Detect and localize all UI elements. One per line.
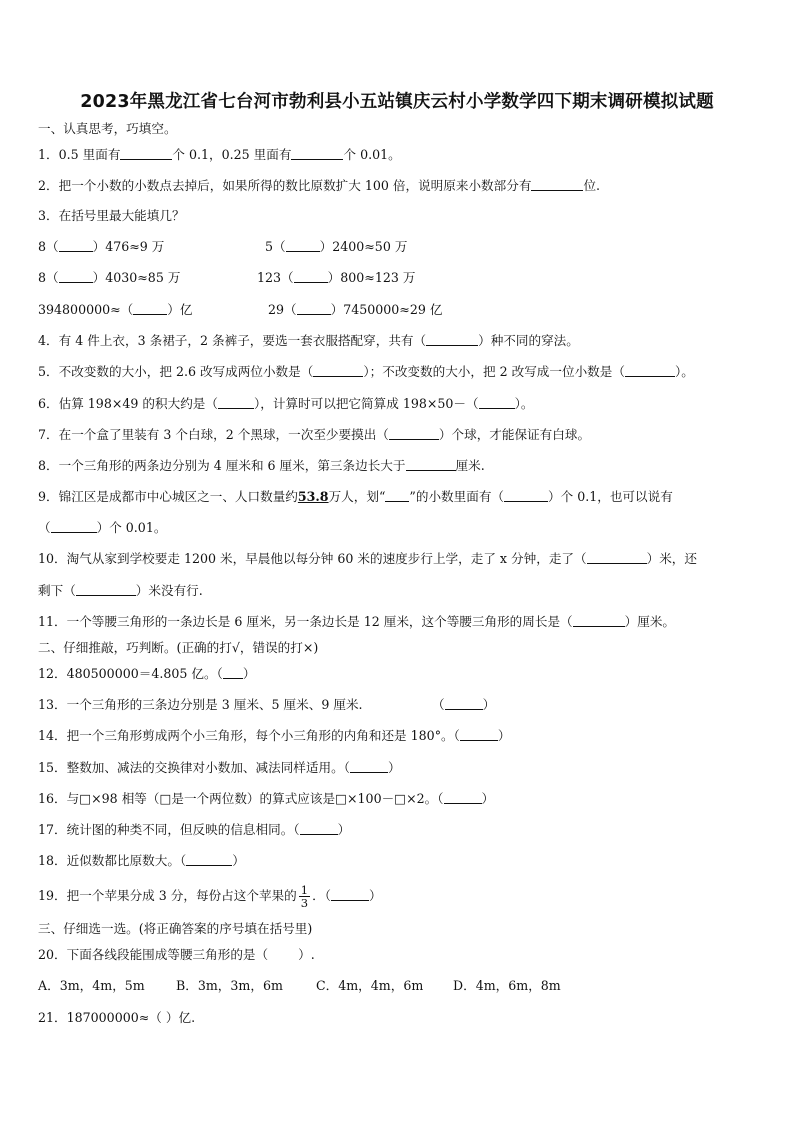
question-3-row-3: 394800000≈（ ）亿 — [38, 302, 193, 317]
question-15: 15．整数加、减法的交换律对小数加、减法同样适用。（ ） — [38, 760, 401, 775]
question-3-row-2-right: 123（ ）800≈123 万 — [257, 270, 416, 285]
answer-blank[interactable] — [445, 697, 483, 710]
answer-blank[interactable] — [479, 396, 515, 409]
answer-blank[interactable] — [406, 458, 456, 471]
question-21: 21．187000000≈（ ）亿. — [38, 1010, 196, 1025]
question-1: 1．0.5 里面有 个 0.1，0.25 里面有 个 0.01。 — [38, 147, 401, 162]
answer-blank[interactable] — [294, 270, 328, 283]
question-7: 7．在一个盒了里装有 3 个白球，2 个黑球，一次至少要摸出（ ）个球，才能保证有白球。 — [38, 427, 591, 442]
answer-blank[interactable] — [59, 270, 93, 283]
question-8: 8．一个三角形的两条边分别为 4 厘米和 6 厘米，第三条边长大于 厘米. — [38, 458, 485, 473]
answer-blank[interactable] — [120, 147, 172, 160]
answer-blank[interactable] — [300, 822, 338, 835]
answer-blank[interactable] — [297, 302, 331, 315]
question-14: 14．把一个三角形剪成两个小三角形，每个小三角形的内角和还是 180°。（ ） — [38, 728, 511, 743]
answer-blank[interactable] — [223, 666, 243, 679]
question-2: 2．把一个小数的小数点去掉后，如果所得的数比原数扩大 100 倍，说明原来小数部分有 位. — [38, 178, 601, 193]
answer-blank[interactable] — [59, 239, 93, 252]
answer-blank[interactable] — [389, 427, 439, 440]
section-heading-1: 一、认真思考，巧填空。 — [38, 121, 177, 136]
answer-blank[interactable] — [444, 791, 482, 804]
question-6: 6．估算 198×49 的积大约是（ ），计算时可以把它简算成 198×50－（ ）。 — [38, 396, 534, 411]
section-heading-3: 三、仔细选一选。(将正确答案的序号填在括号里) — [38, 921, 313, 936]
question-19: 19．把一个苹果分成 3 分，每份占这个苹果的 $\frac{1}{3}$ ．（ ） — [38, 883, 382, 910]
answer-blank[interactable] — [133, 302, 167, 315]
answer-blank[interactable] — [350, 760, 388, 773]
answer-blank[interactable] — [385, 489, 409, 502]
answer-blank[interactable] — [460, 728, 498, 741]
page-title: 2023年黑龙江省七台河市勃利县小五站镇庆云村小学数学四下期末调研模拟试题 — [80, 92, 714, 112]
option-b[interactable]: B．3m，3m，6m — [176, 978, 283, 993]
question-3-row-1: 8（ ）476≈9 万 — [38, 239, 165, 254]
question-18: 18．近似数都比原数大。（ ） — [38, 853, 245, 868]
question-10: 10．淘气从家到学校要走 1200 米，早晨他以每分钟 60 米的速度步行上学，走了 x 分钟，走了（ ）米，还 — [38, 551, 697, 566]
answer-blank[interactable] — [331, 888, 369, 901]
fraction: $\frac{1}{3}$ — [300, 883, 309, 910]
question-4: 4．有 4 件上衣，3 条裙子，2 条裤子，要选一套衣服搭配穿，共有（ ）种不同的穿法。 — [38, 333, 579, 348]
answer-blank[interactable] — [76, 583, 136, 596]
question-12: 12．480500000＝4.805 亿。（ ） — [38, 666, 256, 681]
answer-blank[interactable] — [587, 551, 647, 564]
option-d[interactable]: D．4m，6m，8m — [453, 978, 561, 993]
question-10-cont: 剩下（ ）米没有行. — [38, 583, 203, 598]
answer-blank[interactable] — [218, 396, 254, 409]
answer-blank[interactable] — [504, 489, 548, 502]
question-20: 20．下面各线段能围成等腰三角形的是（ ）. — [38, 947, 315, 962]
question-13-answer: （ ） — [432, 697, 496, 712]
answer-blank[interactable] — [51, 520, 97, 533]
question-17: 17．统计图的种类不同，但反映的信息相同。（ ） — [38, 822, 351, 837]
question-3-row-3-right: 29（ ）7450000≈29 亿 — [268, 302, 443, 317]
answer-blank[interactable] — [573, 614, 625, 627]
answer-blank[interactable] — [426, 333, 478, 346]
answer-blank[interactable] — [286, 239, 320, 252]
question-13: 13．一个三角形的三条边分别是 3 厘米、5 厘米、9 厘米. — [38, 697, 363, 712]
question-16: 16．与□×98 相等（□是一个两位数）的算式应该是□×100－□×2。（ ） — [38, 791, 495, 806]
answer-blank[interactable] — [625, 364, 675, 377]
section-heading-2: 二、仔细推敲，巧判断。(正确的打√，错误的打×) — [38, 640, 319, 655]
underlined-number: 53.8 — [297, 489, 329, 504]
question-11: 11．一个等腰三角形的一条边长是 6 厘米，另一条边长是 12 厘米，这个等腰三角形的周长是（ ）厘米。 — [38, 614, 676, 629]
question-3: 3．在括号里最大能填几？ — [38, 208, 185, 223]
question-3-row-1-right: 5（ ）2400≈50 万 — [265, 239, 408, 254]
question-3-row-2: 8（ ）4030≈85 万 — [38, 270, 181, 285]
answer-blank[interactable] — [186, 853, 232, 866]
answer-blank[interactable] — [313, 364, 363, 377]
answer-blank[interactable] — [531, 178, 583, 191]
option-a[interactable]: A．3m，4m，5m — [38, 978, 145, 993]
question-9: 9．锦江区是成都市中心城区之一、人口数量约53.8万人，划“ ”的小数里面有（ ）个 0.1，也可以说有 — [38, 489, 673, 504]
answer-blank[interactable] — [291, 147, 343, 160]
question-9-cont: （ ）个 0.01。 — [38, 520, 167, 535]
question-5: 5．不改变数的大小，把 2.6 改写成两位小数是（ ）；不改变数的大小，把 2 改写成一位小数是（ ）。 — [38, 364, 694, 379]
option-c[interactable]: C．4m，4m，6m — [316, 978, 424, 993]
